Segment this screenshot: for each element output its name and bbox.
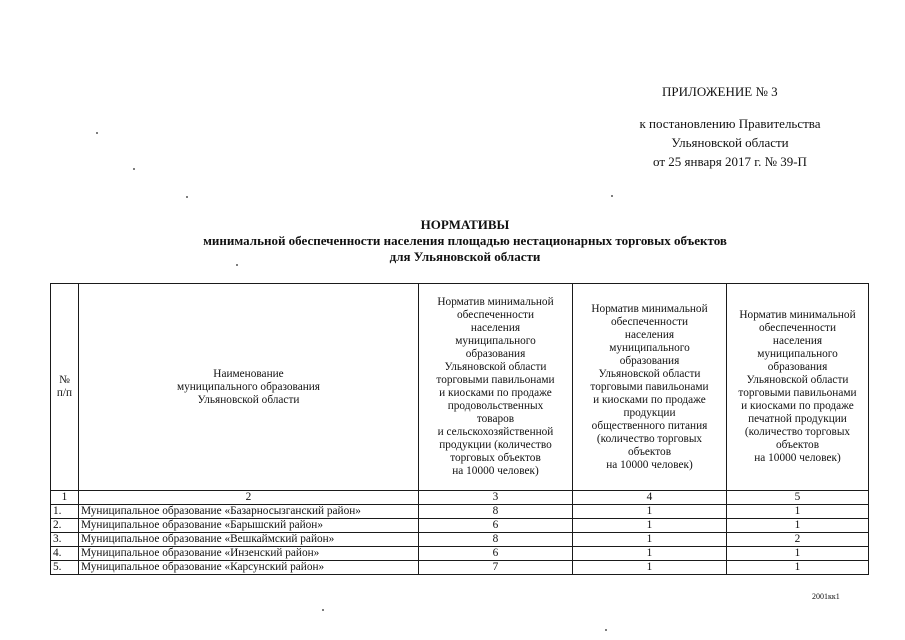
col-header-catering-kiosks: Норматив минимальной обеспеченности населения муниципального образования Ульяновской области торговыми павильонами и киосками по продаже продукции общественного питания (количество торговых объектов на 10000 человек): [573, 284, 727, 491]
decree-line: Ульяновской области: [671, 135, 789, 150]
column-number: 5: [727, 491, 869, 505]
food-kiosk-norm: 8: [419, 533, 573, 547]
row-number: 5.: [51, 561, 79, 575]
catering-kiosk-norm: 1: [573, 505, 727, 519]
table-row: [51, 547, 869, 561]
heading-subtitle: минимальной обеспеченности населения площадью нестационарных торговых объектов: [203, 233, 727, 248]
heading-title: НОРМАТИВЫ: [420, 217, 510, 232]
municipality-name: Муниципальное образование «Вешкаймский район»: [79, 533, 419, 547]
column-number-row: [51, 491, 869, 505]
decree-reference: [620, 114, 840, 171]
table-row: [51, 505, 869, 519]
food-kiosk-norm: 8: [419, 505, 573, 519]
column-number: 2: [79, 491, 419, 505]
municipality-name: Муниципальное образование «Базарносызганский район»: [79, 505, 419, 519]
print-kiosk-norm: 2: [727, 533, 869, 547]
scan-speck: [186, 196, 188, 198]
col-header-number: № п/п: [51, 284, 79, 491]
decree-line: к постановлению Правительства: [639, 116, 821, 131]
print-kiosk-norm: 1: [727, 519, 869, 533]
norms-table: [50, 283, 869, 575]
appendix-title: ПРИЛОЖЕНИЕ № 3: [662, 84, 778, 99]
catering-kiosk-norm: 1: [573, 533, 727, 547]
table-header-row: [51, 284, 869, 491]
decree-line: от 25 января 2017 г. № 39-П: [653, 154, 807, 169]
scan-speck: [96, 132, 98, 134]
row-number: 3.: [51, 533, 79, 547]
print-kiosk-norm: 1: [727, 561, 869, 575]
document-stamp: 2001кк1: [812, 592, 840, 601]
document-heading: [150, 217, 780, 265]
municipality-name: Муниципальное образование «Карсунский район»: [79, 561, 419, 575]
table-row: [51, 561, 869, 575]
row-number: 1.: [51, 505, 79, 519]
catering-kiosk-norm: 1: [573, 519, 727, 533]
row-number: 2.: [51, 519, 79, 533]
column-number: 4: [573, 491, 727, 505]
col-header-print-kiosks: Норматив минимальной обеспеченности населения муниципального образования Ульяновской области торговыми павильонами и киосками по продаже печатной продукции (количество торговых объектов на 10000 человек): [727, 284, 869, 491]
heading-subtitle-2: для Ульяновской области: [389, 249, 541, 264]
food-kiosk-norm: 6: [419, 519, 573, 533]
municipality-name: Муниципальное образование «Барышский район»: [79, 519, 419, 533]
scan-speck: [605, 629, 607, 631]
scan-speck: [236, 264, 238, 266]
food-kiosk-norm: 7: [419, 561, 573, 575]
column-number: 1: [51, 491, 79, 505]
catering-kiosk-norm: 1: [573, 561, 727, 575]
col-header-name: Наименование муниципального образования Ульяновской области: [79, 284, 419, 491]
col-header-food-kiosks: Норматив минимальной обеспеченности населения муниципального образования Ульяновской области торговыми павильонами и киосками по продаже продовольственных товаров и сельскохозяйственной продукции (количество торговых объектов на 10000 человек): [419, 284, 573, 491]
column-number: 3: [419, 491, 573, 505]
scan-speck: [133, 168, 135, 170]
table-row: [51, 533, 869, 547]
catering-kiosk-norm: 1: [573, 547, 727, 561]
print-kiosk-norm: 1: [727, 505, 869, 519]
row-number: 4.: [51, 547, 79, 561]
municipality-name: Муниципальное образование «Инзенский район»: [79, 547, 419, 561]
scan-speck: [322, 609, 324, 611]
table-row: [51, 519, 869, 533]
scan-speck: [611, 195, 613, 197]
print-kiosk-norm: 1: [727, 547, 869, 561]
food-kiosk-norm: 6: [419, 547, 573, 561]
